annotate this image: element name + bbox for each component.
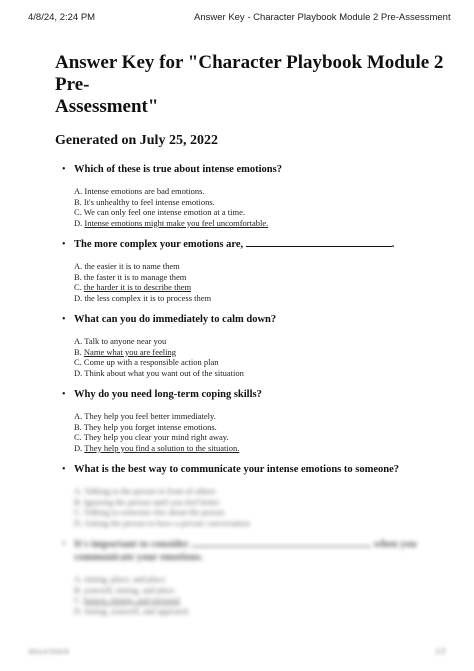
option-list xyxy=(74,336,455,378)
option-a: A. Intense emotions are bad emotions. xyxy=(74,186,205,196)
option-b: B. They help you forget intense emotions. xyxy=(74,421,217,432)
correct-answer: the harder it is to describe them xyxy=(83,282,192,292)
question-text: Which of these is true about intense emotions? xyxy=(74,164,282,175)
option-c: C. Talking to someone else about the person xyxy=(74,507,225,517)
option-c: C. They help you clear your mind right away. xyxy=(74,432,229,442)
print-url: about:blank xyxy=(28,647,70,656)
option-c: C. Come up with a responsible action plan xyxy=(74,357,219,367)
question-text: It's important to consider when you communicate your emotions. xyxy=(74,539,417,563)
option-list xyxy=(74,574,455,616)
bullet-icon: • xyxy=(62,464,66,475)
option-a: A. timing, place, and place xyxy=(74,574,166,584)
option-list xyxy=(74,186,455,228)
option-b: B. It's unhealthy to feel intense emotions. xyxy=(74,196,215,207)
option-b: B. yourself, timing, and place xyxy=(74,584,175,595)
blurred-option-list xyxy=(74,486,455,528)
option-a: A. They help you feel better immediately. xyxy=(74,411,216,421)
option-b: B. the faster it is to manage them xyxy=(74,271,187,282)
option-d-correct: D. Intense emotions might make you feel uncomfortable. xyxy=(74,217,269,228)
fill-in-blank xyxy=(246,238,392,247)
question-list xyxy=(55,163,455,616)
print-date: 4/8/24, 2:24 PM xyxy=(28,12,96,23)
option-d-correct: D. They help you find a solution to the situation. xyxy=(74,442,240,453)
question-text: Why do you need long-term coping skills? xyxy=(74,389,262,400)
option-d: D. Think about what you want out of the situation xyxy=(74,367,244,378)
option-d: D. Asking the person to have a private conversation xyxy=(74,517,250,528)
option-d: D. timing, yourself, and approach xyxy=(74,605,189,616)
question-5 xyxy=(55,463,455,528)
option-a: A. the easier it is to name them xyxy=(74,261,180,271)
question-2 xyxy=(55,238,455,303)
fill-in-blank xyxy=(191,538,371,547)
question-4 xyxy=(55,388,455,453)
option-a: A. Talking to the person in front of others xyxy=(74,486,216,496)
option-d: D. the less complex it is to process them xyxy=(74,292,212,303)
question-6-blurred xyxy=(55,538,455,616)
bullet-icon: • xyxy=(62,164,66,175)
print-page-title: Answer Key - Character Playbook Module 2 Pre-Assessment xyxy=(194,12,451,23)
option-list xyxy=(74,261,455,303)
print-header xyxy=(28,12,454,26)
correct-answer: Name what you are feeling xyxy=(83,346,176,357)
question-text: The more complex your emotions are, . xyxy=(74,239,395,250)
bullet-icon: • xyxy=(62,239,66,250)
document-title xyxy=(55,52,455,118)
option-b: B. Ignoring the person until you feel better xyxy=(74,496,220,507)
document-title-line-1: Answer Key for "Character Playbook Module 2 Pre- xyxy=(55,52,444,95)
bullet-icon: • xyxy=(62,539,66,550)
question-3 xyxy=(55,313,455,378)
document-title-line-2: Assessment" xyxy=(55,96,159,117)
option-list xyxy=(74,411,455,453)
bullet-icon: • xyxy=(62,314,66,325)
generated-date: Generated on July 25, 2022 xyxy=(55,133,218,148)
option-b-correct: B. Name what you are feeling xyxy=(74,346,176,357)
bullet-icon: • xyxy=(62,389,66,400)
question-1 xyxy=(55,163,455,228)
page-number: 1/2 xyxy=(434,647,446,656)
document xyxy=(55,52,455,626)
option-c-correct: C. the harder it is to describe them xyxy=(74,282,192,292)
option-c: C. honest, timing, and personal xyxy=(74,595,181,605)
option-c: C. We can only feel one intense emotion at a time. xyxy=(74,207,246,217)
correct-answer: Intense emotions might make you feel uncomfortable. xyxy=(84,217,269,228)
print-footer xyxy=(28,647,446,659)
correct-answer: They help you find a solution to the situation. xyxy=(84,442,240,453)
option-a: A. Talk to anyone near you xyxy=(74,336,167,346)
question-text: What is the best way to communicate your intense emotions to someone? xyxy=(74,464,399,475)
question-text: What can you do immediately to calm down? xyxy=(74,314,277,325)
